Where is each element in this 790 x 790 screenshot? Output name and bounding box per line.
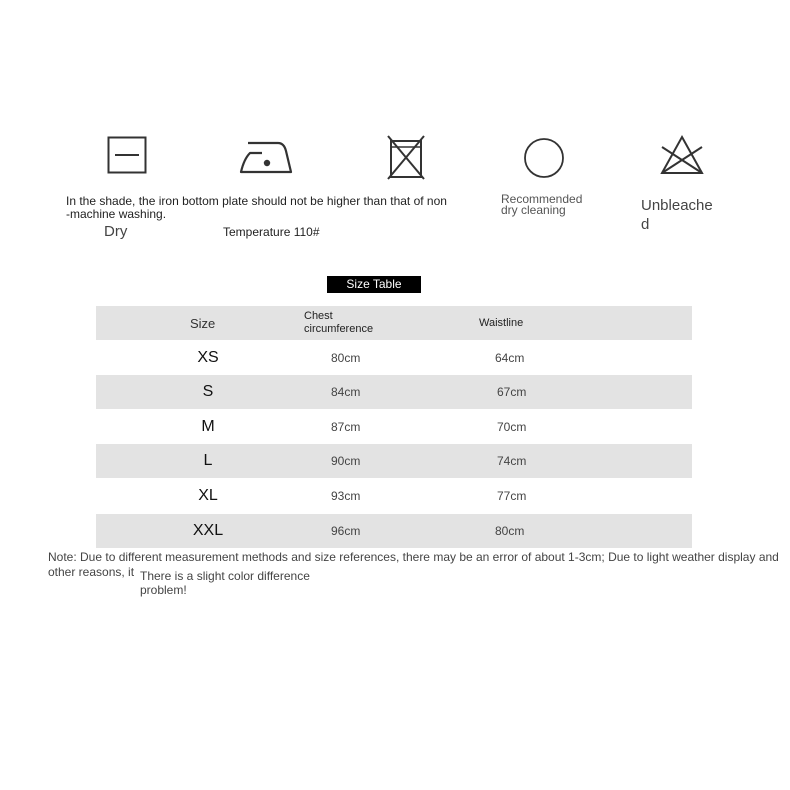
header-waist: Waistline (479, 316, 524, 329)
size-cell: L (203, 452, 213, 469)
shade-dry-icon (107, 136, 147, 174)
chest-cell: 90cm (331, 454, 361, 468)
size-cell: XL (198, 487, 218, 504)
waist-cell: 67cm (497, 385, 527, 399)
header-size: Size (190, 315, 216, 331)
waist-cell: 64cm (495, 351, 525, 365)
header-chest (304, 306, 373, 340)
chest-cell: 96cm (331, 524, 361, 538)
temperature-label: Temperature 110# (223, 225, 320, 239)
header-chest-line2: circumference (304, 323, 374, 335)
size-table-title: Size Table (327, 276, 421, 293)
waist-cell: 77cm (497, 489, 527, 503)
table-row (96, 479, 692, 513)
dry-cleaning-line2: dry cleaning (501, 203, 566, 217)
note-line4: problem! (140, 583, 187, 597)
unbleached-line1: Unbleache (641, 197, 713, 214)
size-cell: M (201, 418, 215, 435)
table-row (96, 444, 692, 478)
header-chest-line1: Chest (304, 310, 333, 322)
table-row (96, 410, 692, 444)
note-line2: other reasons, it (48, 565, 135, 579)
unbleached-line2: d (641, 216, 650, 233)
dry-label: Dry (104, 223, 128, 240)
note-line1: Note: Due to different measurement methods and size references, there may be an error of about 1-3cm; Due to light weather display and (48, 550, 779, 564)
iron-icon (238, 135, 294, 175)
chest-cell: 84cm (331, 385, 361, 399)
dry-cleaning-label (501, 194, 582, 216)
size-cell: XS (197, 349, 219, 366)
chest-cell: 80cm (331, 351, 361, 365)
chest-cell: 93cm (331, 489, 361, 503)
note-line3: There is a slight color difference (140, 569, 310, 583)
shade-iron-instruction-line1: In the shade, the iron bottom plate should not be higher than that of non (66, 194, 447, 208)
shade-iron-instruction (66, 195, 447, 221)
no-bleach-icon (658, 133, 706, 179)
dry-cleaning-line1: Recommended (501, 192, 583, 206)
dry-clean-icon (522, 137, 566, 181)
no-machine-wash-icon (386, 133, 426, 181)
table-row (96, 375, 692, 409)
waist-cell: 70cm (497, 420, 527, 434)
chest-cell: 87cm (331, 420, 361, 434)
size-cell: S (202, 383, 214, 400)
size-cell: XXL (192, 522, 224, 539)
size-table-header (96, 306, 692, 340)
shade-iron-instruction-line2: -machine washing. (66, 207, 167, 221)
waist-cell: 80cm (495, 524, 525, 538)
unbleached-label (641, 196, 713, 234)
table-row (96, 514, 692, 548)
table-row (96, 341, 692, 375)
waist-cell: 74cm (497, 454, 527, 468)
